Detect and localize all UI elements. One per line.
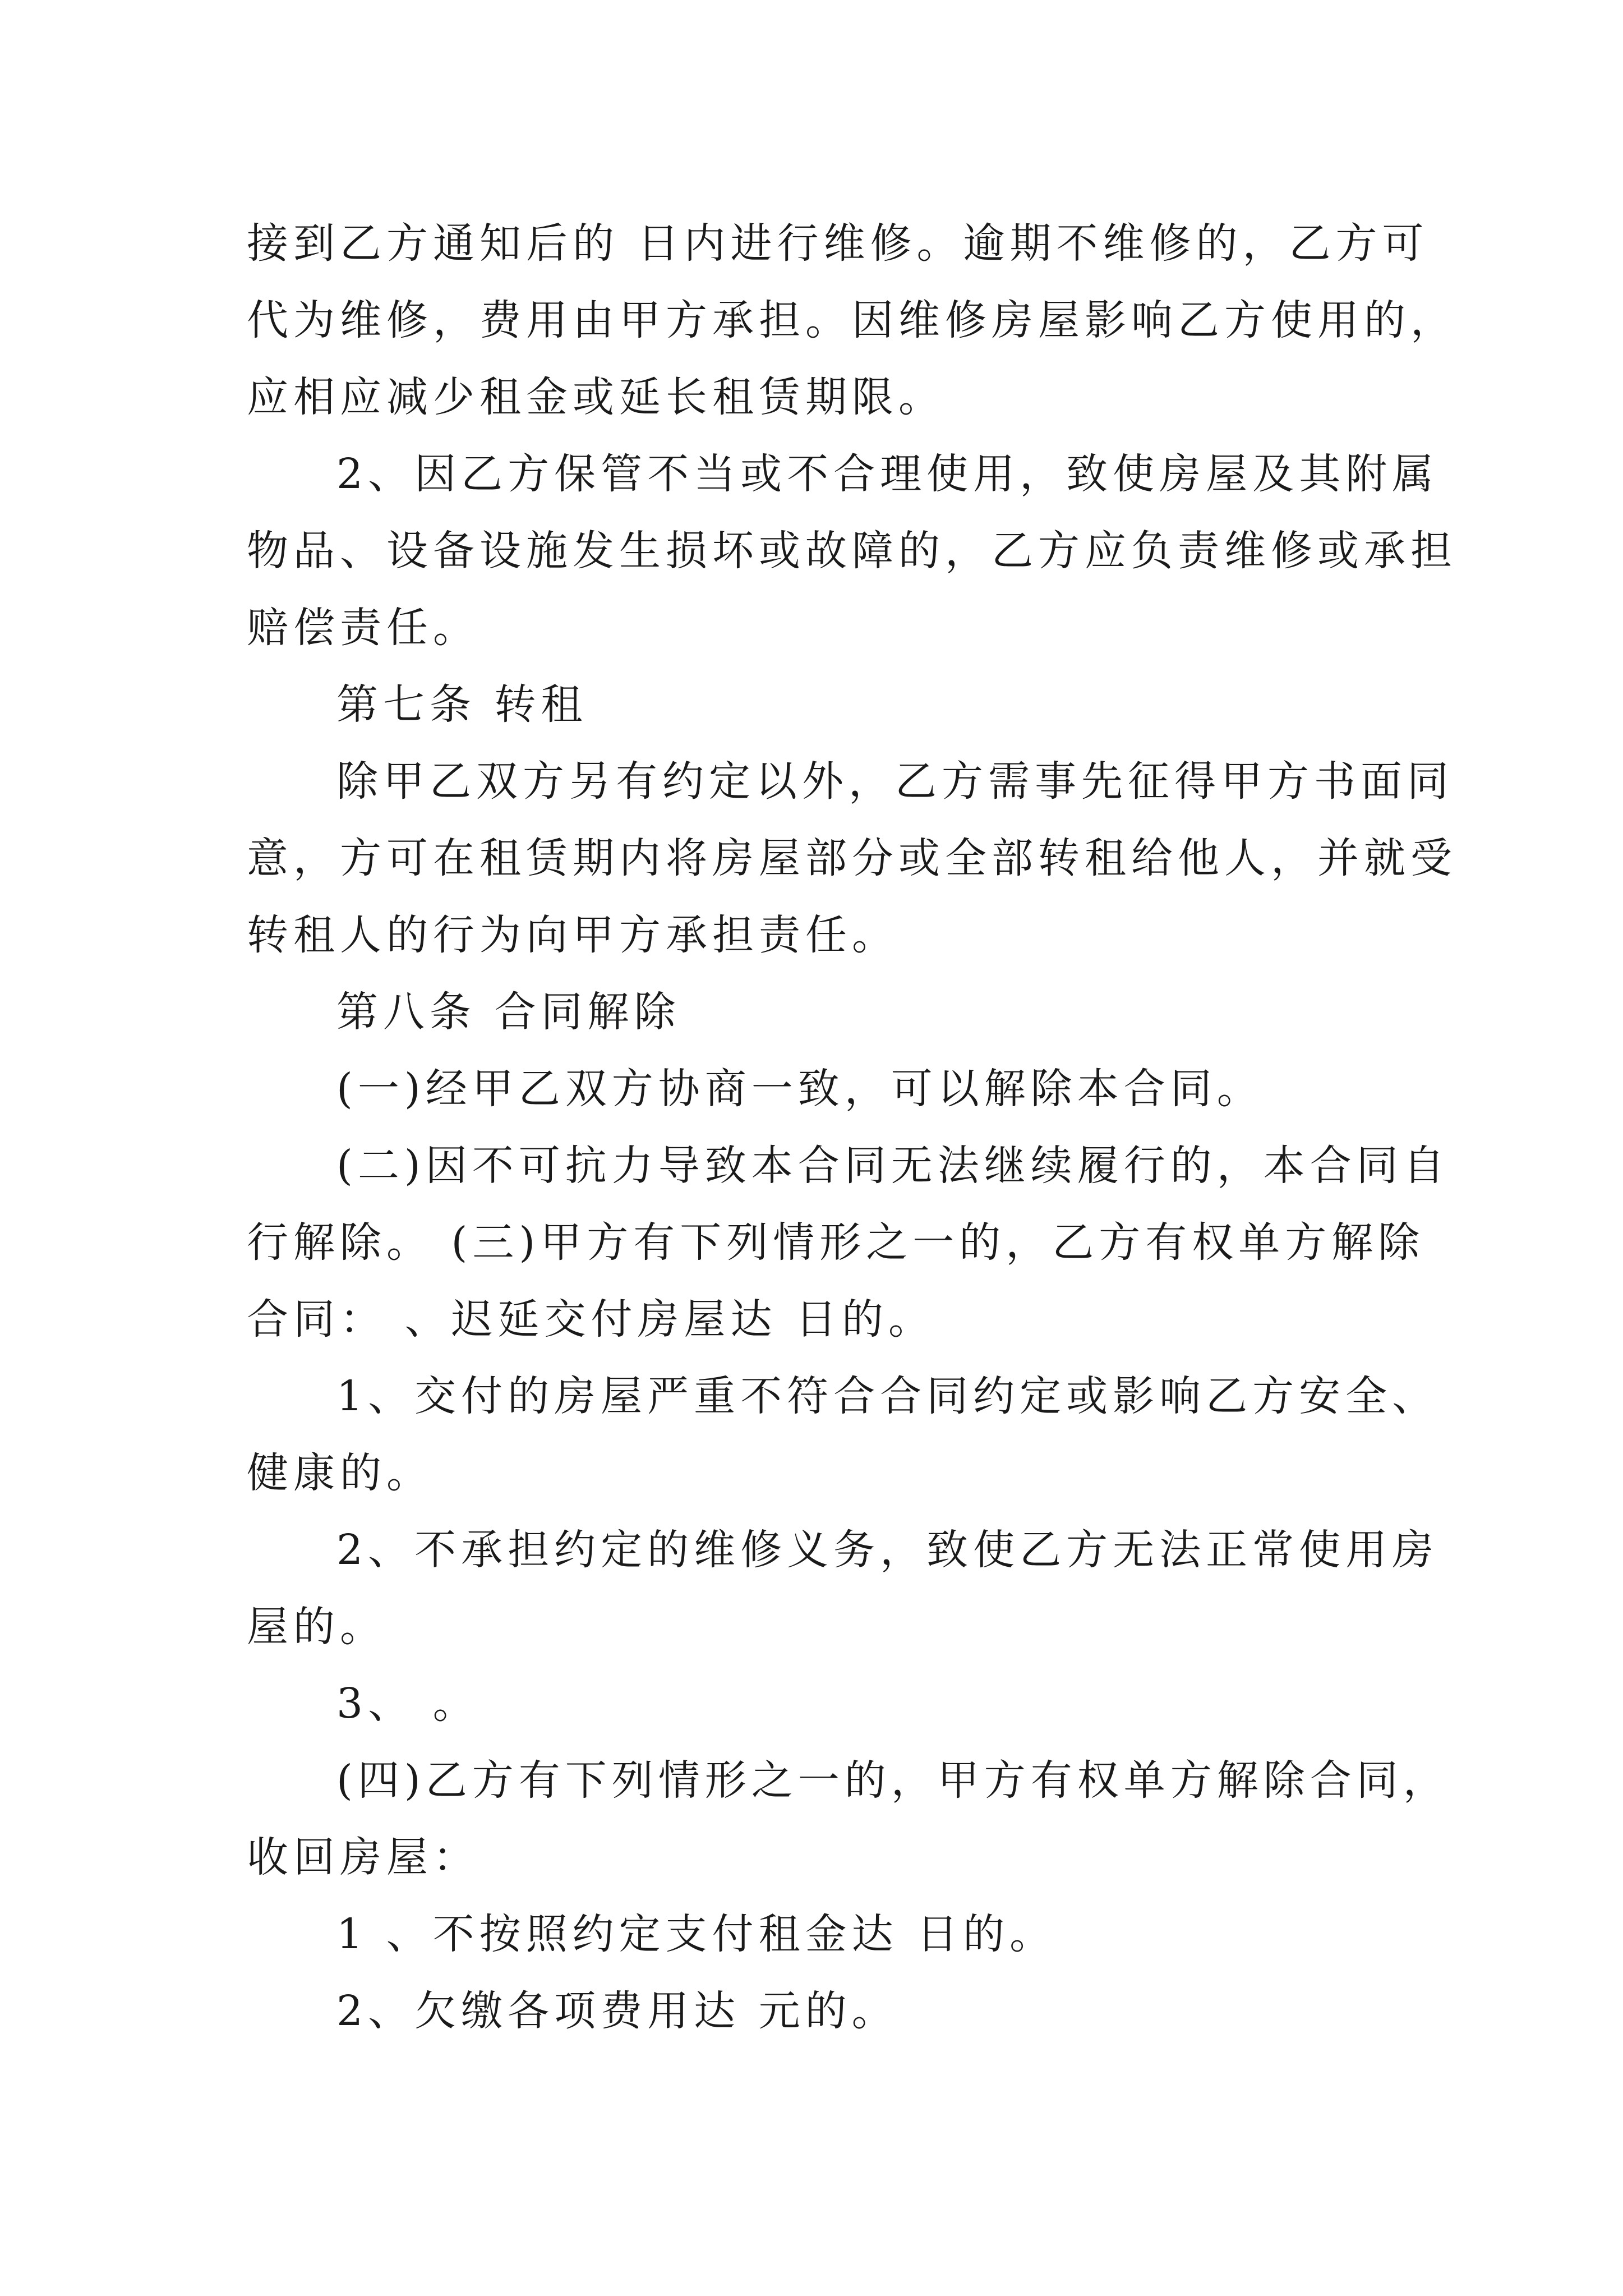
text-line: 1 、不按照约定支付租金达 日的。 xyxy=(336,1910,1057,1958)
text-line: (二)因不可抗力导致本合同无法继续履行的，本合同自 xyxy=(336,1142,1450,1190)
text-line: 健康的。 xyxy=(247,1449,433,1497)
text-line: (一)经甲乙双方协商一致，可以解除本合同。 xyxy=(336,1065,1264,1113)
section-heading: 第七条 转租 xyxy=(336,680,588,729)
text-line: 代为维修，费用由甲方承担。因维修房屋影响乙方使用的， xyxy=(247,296,1457,344)
text-line: 接到乙方通知后的 日内进行维修。逾期不维修的，乙方可 xyxy=(247,219,1429,268)
text-line: (四)乙方有下列情形之一的，甲方有权单方解除合同， xyxy=(336,1756,1450,1805)
text-line: 2、因乙方保管不当或不合理使用，致使房屋及其附属 xyxy=(336,450,1439,498)
text-line: 屋的。 xyxy=(247,1603,386,1651)
text-line: 意，方可在租赁期内将房屋部分或全部转租给他人，并就受 xyxy=(247,834,1457,882)
text-line: 物品、设备设施发生损坏或故障的，乙方应负责维修或承担 xyxy=(247,527,1457,575)
text-line: 赔偿责任。 xyxy=(247,604,479,652)
text-line: 应相应减少租金或延长租赁期限。 xyxy=(247,373,945,421)
section-heading: 第八条 合同解除 xyxy=(336,988,681,1036)
text-line: 除甲乙双方另有约定以外，乙方需事先征得甲方书面同 xyxy=(336,757,1454,806)
text-line: 2、欠缴各项费用达 元的。 xyxy=(336,1987,898,2035)
text-line: 收回房屋： xyxy=(247,1833,479,1881)
text-line: 3、 。 xyxy=(336,1680,479,1728)
text-line: 合同： 、迟延交付房屋达 日的。 xyxy=(247,1295,935,1343)
text-line: 1、交付的房屋严重不符合合同约定或影响乙方安全、 xyxy=(336,1372,1439,1420)
text-line: 2、不承担约定的维修义务，致使乙方无法正常使用房 xyxy=(336,1526,1439,1574)
text-line: 转租人的行为向甲方承担责任。 xyxy=(247,911,898,959)
text-line: 行解除。 (三)甲方有下列情形之一的，乙方有权单方解除 xyxy=(247,1218,1425,1267)
